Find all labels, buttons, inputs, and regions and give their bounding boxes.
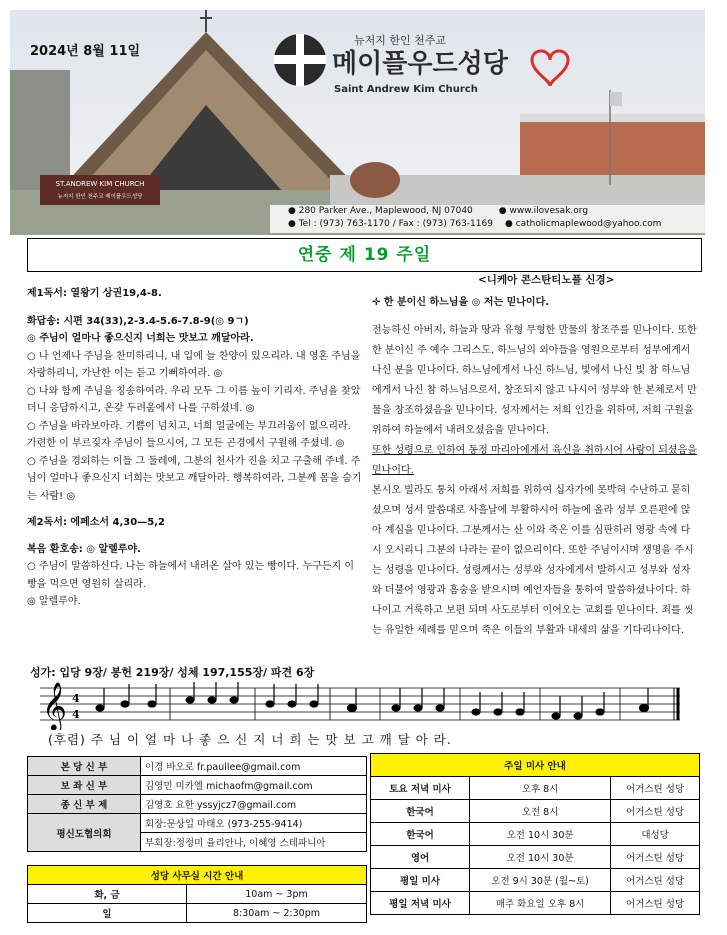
table-row (371, 777, 700, 800)
table-row (371, 823, 700, 846)
parish-name-en: Saint Andrew Kim Church (334, 84, 478, 95)
clergy-table (27, 756, 367, 852)
office-hours-table (27, 865, 367, 923)
psalm-response: ◎ 주님이 얼마나 좋으신지 너희는 맛보고 깨달아라. (27, 333, 254, 344)
council-vp: 부회장:정정미 율리안나, 이혜영 스테파니아 (141, 833, 367, 852)
gospel-acclamation: 복음 환호송: ◎ 알렐루야. (27, 543, 141, 555)
mass-place: 대성당 (611, 823, 700, 846)
address: 280 Parker Ave., Maplewood, NJ 07040 (298, 206, 473, 216)
table-row (371, 754, 700, 777)
heart-icon (532, 51, 568, 86)
table-row (28, 814, 367, 833)
mass-place: 어거스틴 성당 (611, 777, 700, 800)
time-signature-top: 4 (72, 692, 80, 705)
first-reading: 제1독서: 열왕기 상권19,4-8. (27, 288, 162, 299)
pastor-value: 이경 바오로 fr.paullee@gmail.com (141, 757, 367, 776)
website-bullet-icon: ● (498, 206, 510, 216)
table-row (371, 892, 700, 915)
psalm-ref: 화답송: 시편 34(33),2-3.4-5.6-7.8-9(◎ 9ㄱ) (27, 315, 249, 327)
time-signature-bottom: 4 (72, 708, 80, 721)
psalm-verse-2: ○ 나와 함께 주님을 칭송하여라. 우리 모두 그 이름 높이 기리자. 주님을 찾았더니 응답하시고, 온갖 두려움에서 나를 구하셨네. ◎ (27, 385, 361, 414)
sign-text-2: 뉴저지 한인 천주교 메이플우드성당 (57, 194, 143, 200)
table-row (28, 776, 367, 795)
treble-clef-icon: 𝄞 (42, 681, 67, 730)
email-bullet-icon: ● (504, 219, 516, 229)
table-row (371, 869, 700, 892)
mass-label: 한국어 (371, 800, 470, 823)
email[interactable]: catholicmaplewood@yahoo.com (515, 219, 662, 229)
pastor-label: 본 당 신 부 (28, 757, 141, 776)
office-day: 일 (28, 904, 187, 923)
hymn-numbers: 성가: 입당 9장/ 봉헌 219장/ 성체 197,155장/ 파견 6장 (30, 666, 315, 679)
website[interactable]: www.ilovesak.org (509, 206, 589, 216)
mass-time: 오전 10시 30분 (470, 823, 611, 846)
office-time: 10am ~ 3pm (187, 885, 367, 904)
mass-schedule-table (370, 753, 700, 915)
council-president: 회장:문상일 마태오 (973-255-9414) (141, 814, 367, 833)
readings-column (27, 285, 362, 611)
mass-time: 오후 8시 (470, 777, 611, 800)
table-row (28, 757, 367, 776)
refrain-lyrics: (후렴) 주 님 이 얼 마 나 좋 으 신 지 너 희 는 맛 보 고 깨 달 아 라. (48, 732, 452, 747)
sunday-title: 연중 제 19 주일 (27, 238, 702, 272)
table-row (28, 885, 367, 904)
table-row (28, 866, 367, 885)
mass-label: 토요 저녁 미사 (371, 777, 470, 800)
mass-time: 매주 화요일 오후 8시 (470, 892, 611, 915)
creed-paragraph-3: 본시오 빌라도 통치 아래서 저희를 위하여 십자가에 못박혀 수난하고 묻히셨으며 성서 말씀대로 사흘날에 부활하시어 하늘에 올라 성부 오른편에 앉아 계심을 믿나이다. 그분께서는 산 이와 죽은 이를 심판하러 영광 속에 다시 오시리니 그분의 나라는 끝이 없으리이다. 또한 주님이시며 생명을 주시는 성령을 믿나이다. 성령께서는 성부와 성자에게서 발하시고 성부와 성자와 더불어 영광과 흠숭을 받으시며 예언자들을 통하여 말씀하셨나이다. 하나이고 거룩하고 보편 되며 사도로부터 이어오는 교회를 믿나이다. 죄를 씻는 유일한 세례를 믿으며 죽은 이들의 부활과 내세의 삶을 기다리나이다. (372, 485, 694, 636)
creed-title: <니케아 콘스탄티노플 신경> (478, 274, 615, 286)
parish-subtitle: 뉴저지 한인 천주교 (354, 34, 447, 47)
mass-time: 오전 10시 30분 (470, 846, 611, 869)
parish-logo (270, 30, 570, 100)
gospel-verse: ○ 주님이 말씀하신다. 나는 하늘에서 내려온 살아 있는 빵이다. 누구든지 이 빵을 먹으면 영원히 살리라. (27, 561, 355, 590)
mass-time: 오전 9시 30분 (월~토) (470, 869, 611, 892)
office-time: 8:30am ~ 2:30pm (187, 904, 367, 923)
contact-bar (270, 205, 705, 233)
table-row (371, 846, 700, 869)
notes (96, 682, 649, 719)
creed-line-1: ✛ 한 분이신 하느님을 ◎ 저는 믿나이다. (372, 297, 550, 308)
table-row (28, 904, 367, 923)
mass-label: 영어 (371, 846, 470, 869)
council-label: 평신도협의회 (28, 814, 141, 852)
assistant-label: 보 좌 신 부 (28, 776, 141, 795)
deacon-value: 김영호 요한 yssyjcz7@gmail.com (141, 795, 367, 814)
phone-bullet-icon: ● (288, 219, 299, 229)
mass-place: 어거스틴 성당 (611, 800, 700, 823)
bulletin-date: 2024년 8월 11일 (30, 44, 141, 59)
parish-name-ko: 메이플우드성당 (332, 49, 508, 79)
mass-time: 오전 8시 (470, 800, 611, 823)
psalm-verse-1: ○ 나 언제나 주님을 찬미하리니, 내 입에 늘 찬양이 있으리라. 내 영혼 주님을 자랑하리니, 가난한 이는 듣고 기뻐하여라. ◎ (27, 350, 361, 379)
office-title: 성당 사무실 시간 안내 (28, 866, 367, 885)
creed-column (372, 293, 698, 641)
creed-paragraph-1: 전능하신 아버지, 하늘과 땅과 유형 무형한 만물의 창조주를 믿나이다. 또한 한 분이신 주 예수 그리스도, 하느님의 외아들을 영원으로부터 성부에게서 나신 분을 믿나이다. 하느님에게서 나신 하느님, 빛에서 나신 빛 참 하느님에게서 나신 참 하느님으로서, 창조되지 않고 나시어 성부와 한 본체로서 만물을 창조하셨음을 믿나이다. 성자께서는 저희 인간을 위하여, 저희 구원을 위하여 하늘에서 내려오셨음을 믿나이다. (372, 325, 697, 436)
assistant-value: 김영민 미카엘 michaofm@gmail.com (141, 776, 367, 795)
deacon-label: 종 신 부 제 (28, 795, 141, 814)
music-staff (40, 680, 680, 730)
mass-label: 평일 미사 (371, 869, 470, 892)
mass-place: 어거스틴 성당 (611, 846, 700, 869)
sign-text-1: ST.ANDREW KIM CHURCH (55, 180, 145, 188)
mass-place: 어거스틴 성당 (611, 892, 700, 915)
address-bullet-icon: ● (288, 206, 299, 216)
table-row (371, 800, 700, 823)
table-row (28, 795, 367, 814)
mass-label: 평일 저녁 미사 (371, 892, 470, 915)
mass-label: 한국어 (371, 823, 470, 846)
creed-paragraph-2: 또한 성령으로 인하여 동정 마리아에게서 육신을 취하시어 사람이 되셨음을 믿나이다. (372, 445, 697, 476)
office-day: 화, 금 (28, 885, 187, 904)
phone-fax: Tel : (973) 763-1170 / Fax : (973) 763-1169 (298, 219, 493, 229)
second-reading: 제2독서: 에페소서 4,30—5,2 (27, 517, 165, 528)
mass-title: 주일 미사 안내 (371, 754, 700, 777)
mass-place: 어거스틴 성당 (611, 869, 700, 892)
psalm-verse-3: ○ 주님을 바라보아라. 기쁨이 넘치고, 너희 얼굴에는 부끄러움이 없으리라. 가련한 이 부르짖자 주님이 들으시어, 그 모든 곤경에서 구원해 주셨네. ◎ (27, 420, 351, 449)
psalm-verse-4: ○ 주님을 경외하는 이들 그 둘레에, 그분의 천사가 진을 치고 구출해 주네. 주님이 얼마나 좋으신지 너희는 맛보고 깨달아라. 행복하여라, 그분께 몸을 숨기는 사람! ◎ (27, 455, 362, 502)
gospel-alleluia: ◎ 알렐루야. (27, 596, 81, 607)
